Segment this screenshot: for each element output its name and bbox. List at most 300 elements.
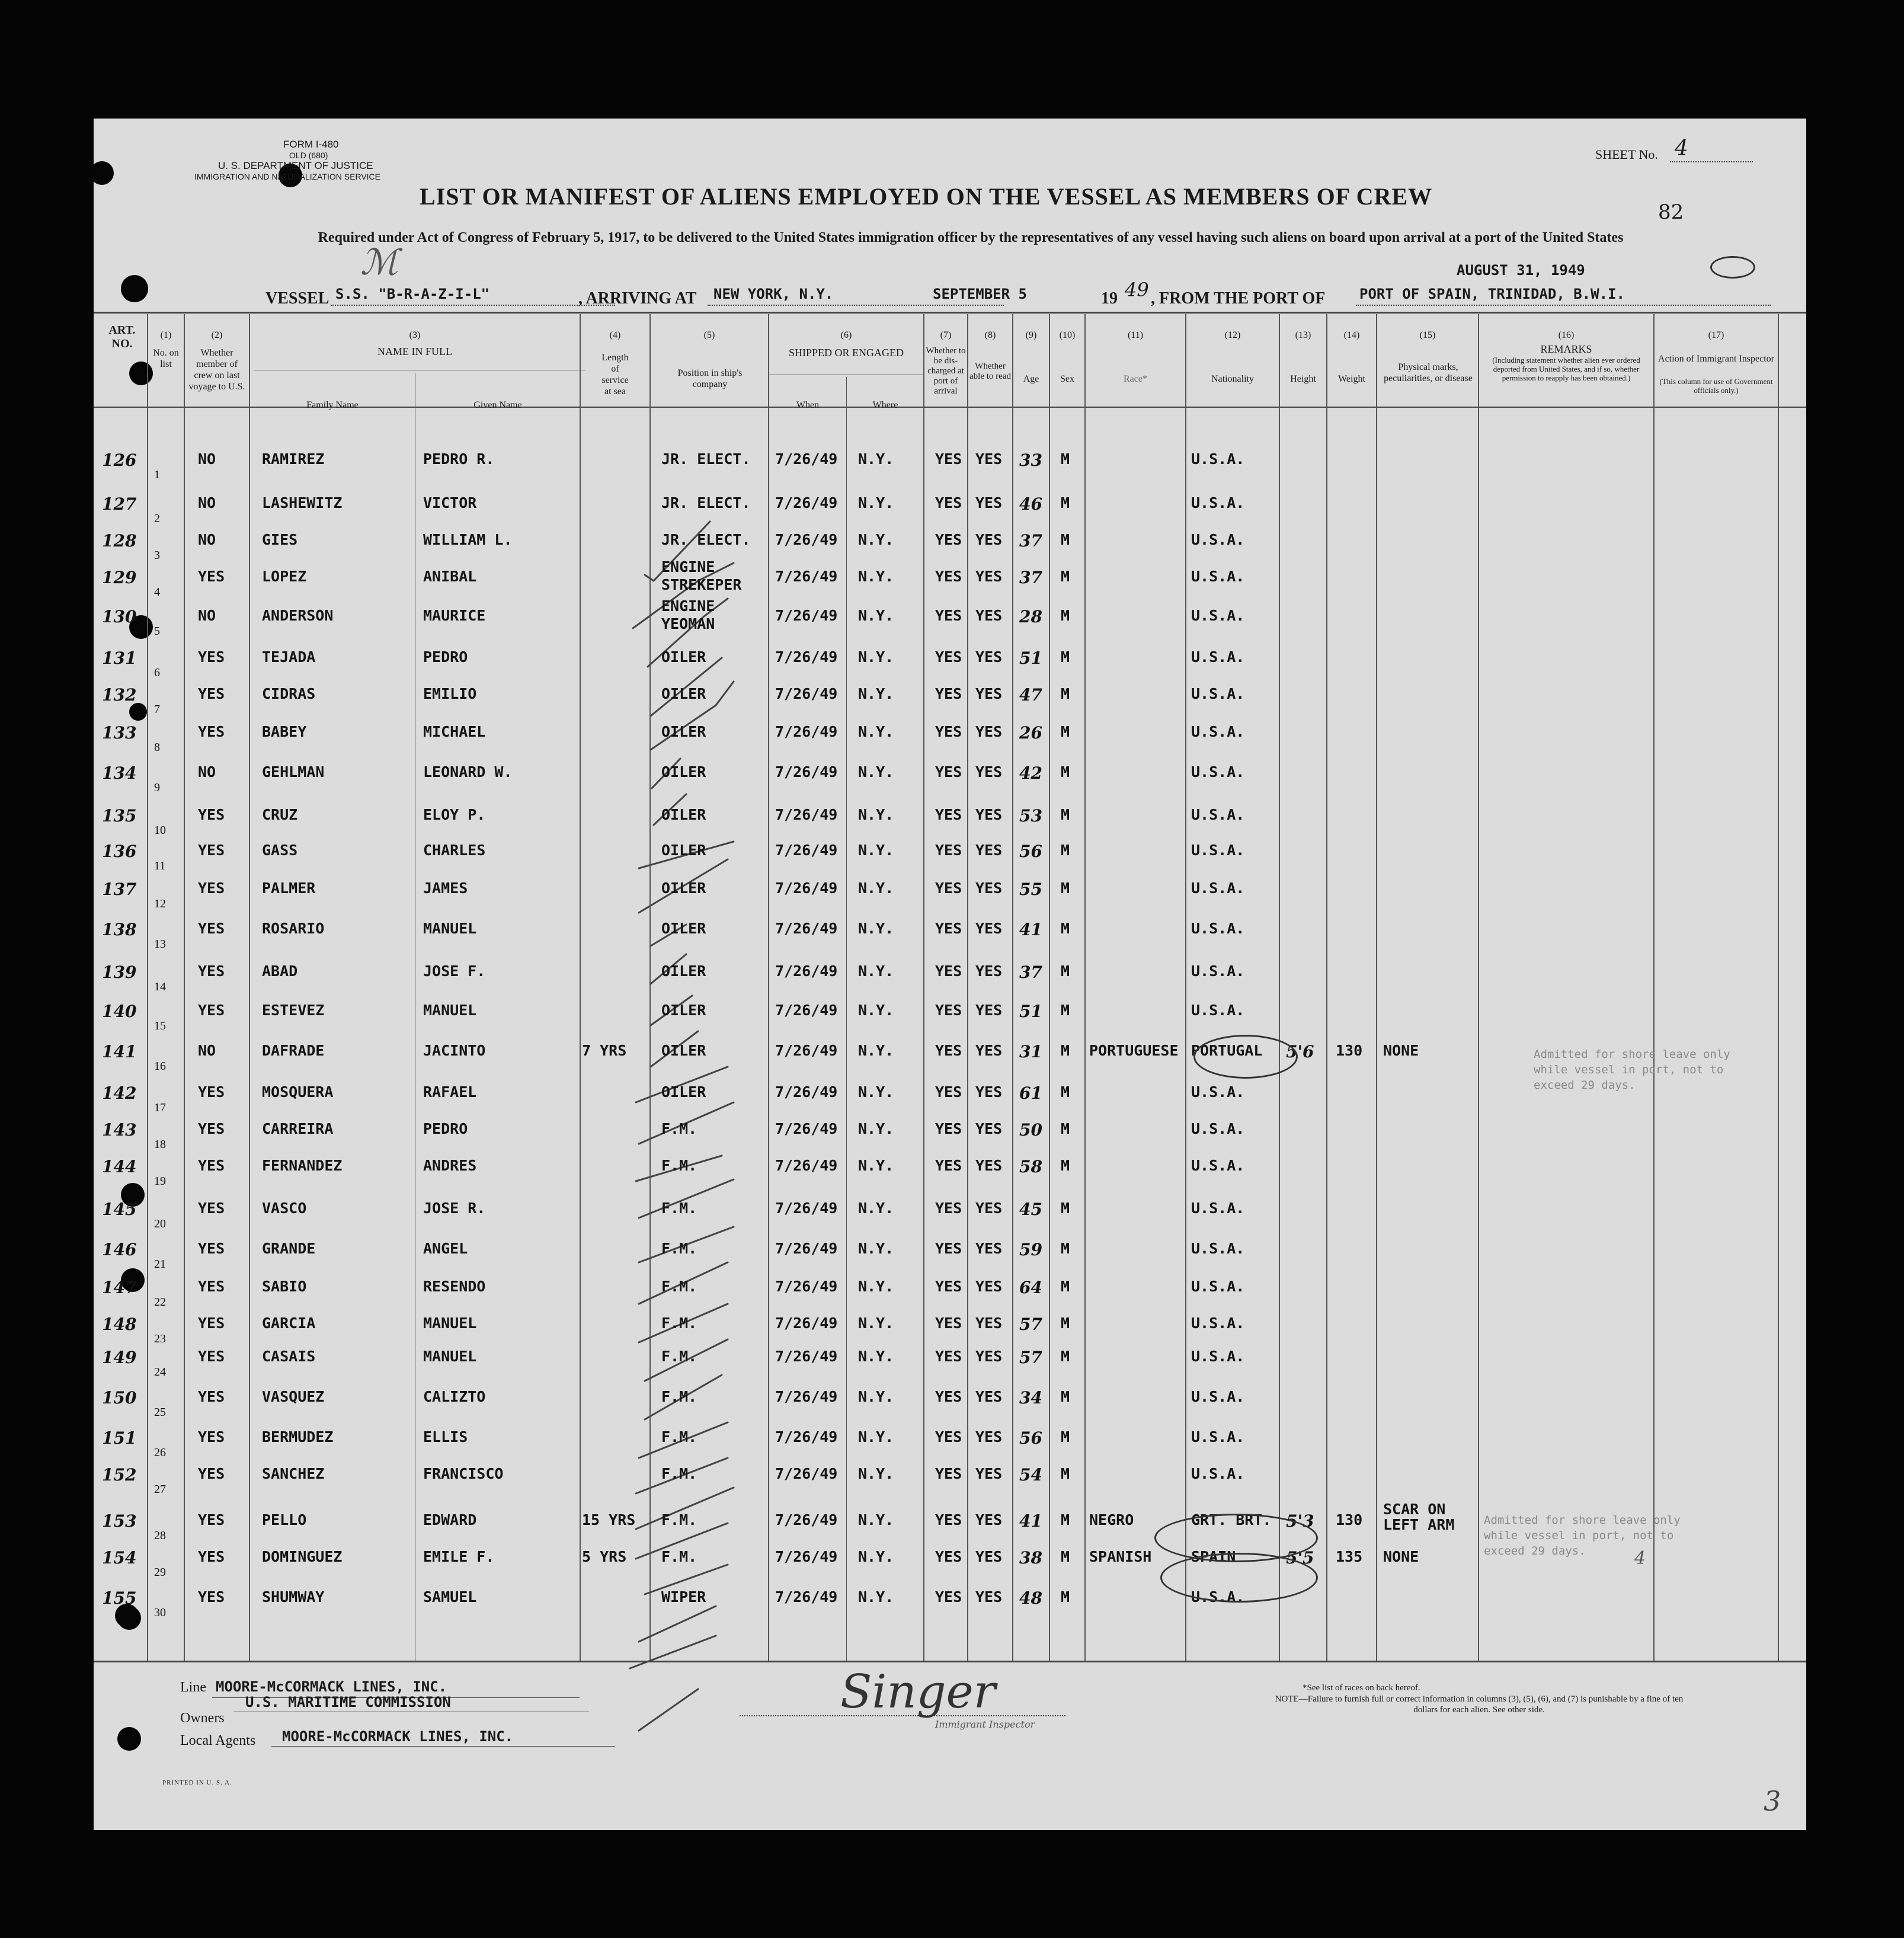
- col3-number: (3): [409, 330, 421, 340]
- row-21-read: YES: [975, 1240, 1003, 1257]
- row-16-position: OILER: [661, 1042, 706, 1059]
- row-10-given: ELOY P.: [423, 806, 486, 823]
- agents-underline: [271, 1746, 615, 1747]
- row-4-where: N.Y.: [858, 568, 894, 585]
- row-9-given: LEONARD W.: [423, 763, 513, 781]
- row-12-no: 12: [154, 897, 166, 910]
- col-rule: [768, 314, 769, 1661]
- row-24-nat: U.S.A.: [1191, 1348, 1245, 1365]
- row-6-given: PEDRO: [423, 648, 468, 666]
- row-19-sex: M: [1061, 1157, 1070, 1174]
- row-23-read: YES: [975, 1315, 1003, 1332]
- row-8-art: 133: [102, 723, 137, 743]
- row-23-no: 23: [154, 1332, 166, 1345]
- row-3-sex: M: [1061, 531, 1070, 548]
- arriving-underline: [708, 305, 1004, 306]
- row-15-age: 51: [1019, 1002, 1042, 1021]
- row-11-family: GASS: [262, 842, 298, 859]
- col17-subheader: (This column for use of Government officials only.): [1659, 377, 1773, 395]
- row-11-read: YES: [975, 842, 1003, 859]
- row-19-age: 58: [1019, 1157, 1042, 1176]
- row-18-given: PEDRO: [423, 1120, 468, 1137]
- row-26-last: YES: [198, 1428, 225, 1445]
- col15-number: (15): [1419, 330, 1436, 340]
- row-3-read: YES: [975, 531, 1003, 548]
- row-17-sex: M: [1061, 1083, 1070, 1101]
- col6-number: (6): [840, 330, 852, 340]
- row-12-when: 7/26/49: [775, 880, 838, 897]
- row-15-nat: U.S.A.: [1191, 1002, 1245, 1019]
- row-28-marks: SCAR ON: [1383, 1501, 1446, 1518]
- row-30-read: YES: [975, 1588, 1003, 1606]
- row-4-no: 4: [154, 586, 160, 599]
- row-20-art: 145: [102, 1200, 137, 1219]
- col-rule: [846, 377, 847, 1661]
- row-29-last: YES: [198, 1548, 225, 1565]
- row-19-last: YES: [198, 1157, 225, 1174]
- row-19-where: N.Y.: [858, 1157, 894, 1174]
- col12-header: Nationality: [1211, 374, 1254, 384]
- row-21-age: 59: [1019, 1240, 1042, 1259]
- row-14-sex: M: [1061, 962, 1070, 980]
- row-9-sex: M: [1061, 763, 1070, 781]
- row-2-read: YES: [975, 494, 1003, 511]
- row-10-no: 10: [154, 824, 166, 837]
- col-rule: [967, 314, 968, 1661]
- row-26-nat: U.S.A.: [1191, 1428, 1245, 1445]
- row-28-family: PELLO: [262, 1511, 307, 1528]
- row-27-sex: M: [1061, 1465, 1070, 1482]
- row-9-last: NO: [198, 763, 216, 781]
- row-16-given: JACINTO: [423, 1042, 486, 1059]
- row-3-position: JR. ELECT.: [661, 531, 751, 548]
- col3-family-header: Family Name: [306, 400, 359, 410]
- row-7-nat: U.S.A.: [1191, 685, 1245, 702]
- row-16-where: N.Y.: [858, 1042, 894, 1059]
- row-17-where: N.Y.: [858, 1083, 894, 1101]
- row-10-where: N.Y.: [858, 806, 894, 823]
- row-6-when: 7/26/49: [775, 648, 838, 666]
- row-19-read: YES: [975, 1157, 1003, 1174]
- vessel-underline: [331, 305, 615, 306]
- col7-number: (7): [940, 330, 952, 340]
- row-28-sex: M: [1061, 1511, 1070, 1528]
- circle-mark: [1160, 1553, 1318, 1603]
- row-4-family: LOPEZ: [262, 568, 307, 585]
- row-2-age: 46: [1019, 494, 1042, 514]
- remark-hand-mark: 4: [1634, 1548, 1646, 1569]
- row-28-race: NEGRO: [1089, 1511, 1134, 1528]
- row-12-where: N.Y.: [858, 880, 894, 897]
- row-22-art: 147: [102, 1278, 137, 1297]
- row-4-position-line2: STREKEPER: [661, 576, 742, 593]
- sheet-number: 4: [1675, 136, 1688, 161]
- col11-header: Race*: [1124, 374, 1147, 384]
- row-21-where: N.Y.: [858, 1240, 894, 1257]
- row-22-disch: YES: [935, 1278, 962, 1295]
- row-18-read: YES: [975, 1120, 1003, 1137]
- row-26-family: BERMUDEZ: [262, 1428, 334, 1445]
- row-1-nat: U.S.A.: [1191, 450, 1245, 468]
- row-30-sex: M: [1061, 1588, 1070, 1606]
- row-24-where: N.Y.: [858, 1348, 894, 1365]
- row-12-nat: U.S.A.: [1191, 880, 1245, 897]
- row-8-family: BABEY: [262, 723, 307, 740]
- row-25-sex: M: [1061, 1388, 1070, 1405]
- row-23-given: MANUEL: [423, 1315, 477, 1332]
- row-24-family: CASAIS: [262, 1348, 316, 1365]
- punch-hole: [121, 275, 148, 302]
- row-30-age: 48: [1019, 1588, 1042, 1608]
- row-29-service: 5 YRS: [582, 1548, 627, 1565]
- row-8-position: OILER: [661, 723, 706, 740]
- row-27-nat: U.S.A.: [1191, 1465, 1245, 1482]
- row-29-race: SPANISH: [1089, 1548, 1152, 1565]
- row-23-last: YES: [198, 1315, 225, 1332]
- table-bottom-rule: [94, 1661, 1806, 1662]
- row-16-age: 31: [1019, 1042, 1042, 1061]
- department-name: U. S. DEPARTMENT OF JUSTICE: [218, 160, 373, 171]
- row-30-last: YES: [198, 1588, 225, 1606]
- row-13-given: MANUEL: [423, 920, 477, 937]
- row-2-when: 7/26/49: [775, 494, 838, 511]
- row-25-art: 150: [102, 1388, 137, 1408]
- row-5-read: YES: [975, 607, 1003, 624]
- row-22-age: 64: [1019, 1278, 1042, 1297]
- row-15-where: N.Y.: [858, 1002, 894, 1019]
- row-22-where: N.Y.: [858, 1278, 894, 1295]
- row-23-art: 148: [102, 1315, 137, 1334]
- row-25-no: 25: [154, 1406, 166, 1419]
- row-20-age: 45: [1019, 1200, 1042, 1219]
- row-29-sex: M: [1061, 1548, 1070, 1565]
- row-1-when: 7/26/49: [775, 450, 838, 468]
- row-18-when: 7/26/49: [775, 1120, 838, 1137]
- row-1-where: N.Y.: [858, 450, 894, 468]
- row-28-given: EDWARD: [423, 1511, 477, 1528]
- circle-mark: [1193, 1035, 1298, 1079]
- row-29-marks: NONE: [1383, 1548, 1419, 1565]
- row-15-family: ESTEVEZ: [262, 1002, 325, 1019]
- row-19-no: 19: [154, 1175, 166, 1188]
- sheet-number-label: SHEET No.: [1595, 147, 1658, 162]
- row-28-no: 28: [154, 1529, 166, 1542]
- row-26-disch: YES: [935, 1428, 962, 1445]
- col2-header: Whether member of crew on last voyage to U.S.: [188, 348, 245, 392]
- row-16-race: PORTUGUESE: [1089, 1042, 1179, 1059]
- row-15-last: YES: [198, 1002, 225, 1019]
- row-18-position: F.M.: [661, 1120, 697, 1137]
- row-16-weight: 130: [1336, 1042, 1363, 1059]
- col-rule: [1326, 314, 1327, 1661]
- col11-number: (11): [1127, 330, 1144, 340]
- row-9-art: 134: [102, 763, 137, 783]
- row-30-disch: YES: [935, 1588, 962, 1606]
- col-rule: [249, 314, 250, 1661]
- remarks-row-28-line3: exceed 29 days.: [1484, 1544, 1586, 1558]
- row-2-no: 2: [154, 512, 160, 525]
- row-20-sex: M: [1061, 1200, 1070, 1217]
- manifest-sheet: [94, 119, 1806, 1830]
- row-17-age: 61: [1019, 1083, 1042, 1103]
- row-9-disch: YES: [935, 763, 962, 781]
- from-port: PORT OF SPAIN, TRINIDAD, B.W.I.: [1359, 286, 1625, 302]
- row-28-nat: GRT. BRT.: [1191, 1511, 1272, 1528]
- row-11-where: N.Y.: [858, 842, 894, 859]
- row-6-last: YES: [198, 648, 225, 666]
- row-11-disch: YES: [935, 842, 962, 859]
- row-14-family: ABAD: [262, 962, 298, 980]
- punch-hole: [117, 1727, 141, 1751]
- row-30-art: 155: [102, 1588, 137, 1608]
- row-13-read: YES: [975, 920, 1003, 937]
- row-7-no: 7: [154, 703, 160, 716]
- row-16-art: 141: [102, 1042, 137, 1061]
- row-7-age: 47: [1019, 685, 1042, 705]
- row-21-nat: U.S.A.: [1191, 1240, 1245, 1257]
- col13-number: (13): [1295, 330, 1311, 340]
- row-12-family: PALMER: [262, 880, 316, 897]
- row-29-where: N.Y.: [858, 1548, 894, 1565]
- row-18-nat: U.S.A.: [1191, 1120, 1245, 1137]
- row-25-given: CALIZTO: [423, 1388, 486, 1405]
- col17-header: Action of Immigrant Inspector: [1658, 354, 1774, 364]
- row-17-position: OILER: [661, 1083, 706, 1101]
- agents-label: Local Agents: [180, 1733, 256, 1748]
- row-7-sex: M: [1061, 685, 1070, 702]
- row-21-when: 7/26/49: [775, 1240, 838, 1257]
- remarks-row-28-line2: while vessel in port, not to: [1484, 1529, 1674, 1542]
- row-20-last: YES: [198, 1200, 225, 1217]
- row-9-read: YES: [975, 763, 1003, 781]
- vessel-label: VESSEL: [265, 289, 329, 308]
- col-rule: [184, 314, 185, 1661]
- col8-header: Whether able to read: [969, 362, 1011, 381]
- arrival-date: SEPTEMBER 5: [933, 286, 1027, 302]
- row-20-when: 7/26/49: [775, 1200, 838, 1217]
- row-7-family: CIDRAS: [262, 685, 316, 702]
- row-7-given: EMILIO: [423, 685, 477, 702]
- row-21-position: F.M.: [661, 1240, 697, 1257]
- col13-header: Height: [1290, 374, 1316, 384]
- row-7-art: 132: [102, 685, 137, 705]
- row-22-read: YES: [975, 1278, 1003, 1295]
- row-15-art: 140: [102, 1002, 137, 1021]
- row-5-when: 7/26/49: [775, 607, 838, 624]
- row-15-read: YES: [975, 1002, 1003, 1019]
- row-13-family: ROSARIO: [262, 920, 325, 937]
- row-1-last: NO: [198, 450, 216, 468]
- row-25-age: 34: [1019, 1388, 1042, 1408]
- row-29-age: 38: [1019, 1548, 1042, 1568]
- form-number: FORM I-480: [283, 139, 339, 150]
- row-10-nat: U.S.A.: [1191, 806, 1245, 823]
- col6-where-header: Where: [872, 400, 898, 410]
- row-14-nat: U.S.A.: [1191, 962, 1245, 980]
- table-top-rule: [94, 312, 1806, 314]
- row-12-position: OILER: [661, 880, 706, 897]
- row-11-when: 7/26/49: [775, 842, 838, 859]
- row-17-when: 7/26/49: [775, 1083, 838, 1101]
- act-subtitle: Required under Act of Congress of February 5, 1917, to be delivered to the United States immigration officer by the representatives of any vessel having such aliens on board upon arrival at a port of the United States: [318, 230, 1624, 245]
- row-6-position: OILER: [661, 648, 706, 666]
- row-27-disch: YES: [935, 1465, 962, 1482]
- row-11-nat: U.S.A.: [1191, 842, 1245, 859]
- row-8-read: YES: [975, 723, 1003, 740]
- row-19-nat: U.S.A.: [1191, 1157, 1245, 1174]
- row-1-art: 126: [102, 450, 137, 470]
- row-4-art: 129: [102, 568, 137, 587]
- row-8-given: MICHAEL: [423, 723, 486, 740]
- row-1-position: JR. ELECT.: [661, 450, 751, 468]
- row-17-last: YES: [198, 1083, 225, 1101]
- row-14-age: 37: [1019, 962, 1042, 982]
- row-3-where: N.Y.: [858, 531, 894, 548]
- row-7-position: OILER: [661, 685, 706, 702]
- col1-number: (1): [160, 330, 172, 340]
- row-28-marks-line2: LEFT ARM: [1383, 1516, 1455, 1533]
- row-16-no: 16: [154, 1060, 166, 1073]
- row-21-sex: M: [1061, 1240, 1070, 1257]
- row-20-given: JOSE R.: [423, 1200, 486, 1217]
- row-3-age: 37: [1019, 531, 1042, 551]
- row-23-nat: U.S.A.: [1191, 1315, 1245, 1332]
- col10-header: Sex: [1060, 374, 1074, 384]
- row-25-family: VASQUEZ: [262, 1388, 325, 1405]
- row-20-nat: U.S.A.: [1191, 1200, 1245, 1217]
- row-9-where: N.Y.: [858, 763, 894, 781]
- row-14-no: 14: [154, 980, 166, 993]
- col-rule: [923, 314, 924, 1661]
- row-20-read: YES: [975, 1200, 1003, 1217]
- row-16-service: 7 YRS: [582, 1042, 627, 1059]
- row-29-when: 7/26/49: [775, 1548, 838, 1565]
- row-2-sex: M: [1061, 494, 1070, 511]
- row-13-when: 7/26/49: [775, 920, 838, 937]
- row-10-read: YES: [975, 806, 1003, 823]
- row-8-disch: YES: [935, 723, 962, 740]
- row-20-family: VASCO: [262, 1200, 307, 1217]
- row-6-where: N.Y.: [858, 648, 894, 666]
- row-14-last: YES: [198, 962, 225, 980]
- row-14-where: N.Y.: [858, 962, 894, 980]
- row-10-when: 7/26/49: [775, 806, 838, 823]
- col16-number: (16): [1558, 330, 1575, 340]
- row-1-sex: M: [1061, 450, 1070, 468]
- punch-hole: [129, 362, 153, 385]
- row-11-given: CHARLES: [423, 842, 486, 859]
- row-24-given: MANUEL: [423, 1348, 477, 1365]
- row-19-given: ANDRES: [423, 1157, 477, 1174]
- row-19-position: F.M.: [661, 1157, 697, 1174]
- row-30-when: 7/26/49: [775, 1588, 838, 1606]
- row-25-when: 7/26/49: [775, 1388, 838, 1405]
- penalty-note: NOTE—Failure to furnish full or correct information in columns (3), (5), (6), and (7) is punishable by a fine of ten dollars for each alien. See other side.: [1275, 1694, 1684, 1715]
- row-12-disch: YES: [935, 880, 962, 897]
- row-16-height: 5'6: [1286, 1042, 1314, 1061]
- row-21-art: 146: [102, 1240, 137, 1259]
- row-18-family: CARREIRA: [262, 1120, 334, 1137]
- row-7-read: YES: [975, 685, 1003, 702]
- row-22-family: SABIO: [262, 1278, 307, 1295]
- row-6-nat: U.S.A.: [1191, 648, 1245, 666]
- row-8-where: N.Y.: [858, 723, 894, 740]
- row-26-no: 26: [154, 1446, 166, 1459]
- row-1-disch: YES: [935, 450, 962, 468]
- row-2-nat: U.S.A.: [1191, 494, 1245, 511]
- row-27-age: 54: [1019, 1465, 1042, 1485]
- row-13-no: 13: [154, 938, 166, 951]
- row-21-disch: YES: [935, 1240, 962, 1257]
- row-17-disch: YES: [935, 1083, 962, 1101]
- row-26-art: 151: [102, 1428, 137, 1448]
- row-18-age: 50: [1019, 1120, 1042, 1140]
- row-1-read: YES: [975, 450, 1003, 468]
- row-13-where: N.Y.: [858, 920, 894, 937]
- owners-label: Owners: [180, 1710, 225, 1726]
- row-8-last: YES: [198, 723, 225, 740]
- row-29-read: YES: [975, 1548, 1003, 1565]
- row-30-nat: U.S.A.: [1191, 1588, 1245, 1606]
- row-26-age: 56: [1019, 1428, 1042, 1448]
- row-30-where: N.Y.: [858, 1588, 894, 1606]
- row-19-family: FERNANDEZ: [262, 1157, 343, 1174]
- row-13-last: YES: [198, 920, 225, 937]
- row-7-disch: YES: [935, 685, 962, 702]
- row-5-where: N.Y.: [858, 607, 894, 624]
- row-8-no: 8: [154, 741, 160, 754]
- col4-header: Length of service at sea: [601, 353, 629, 396]
- row-15-no: 15: [154, 1019, 166, 1032]
- row-13-age: 41: [1019, 920, 1042, 939]
- row-30-family: SHUMWAY: [262, 1588, 325, 1606]
- row-29-height: 5'5: [1286, 1548, 1314, 1568]
- col7-header: Whether to be dis-charged at port of arrival: [926, 346, 966, 396]
- row-2-position: JR. ELECT.: [661, 494, 751, 511]
- row-2-given: VICTOR: [423, 494, 477, 511]
- row-14-given: JOSE F.: [423, 962, 486, 980]
- row-25-nat: U.S.A.: [1191, 1388, 1245, 1405]
- row-14-disch: YES: [935, 962, 962, 980]
- row-16-family: DAFRADE: [262, 1042, 325, 1059]
- row-6-no: 6: [154, 666, 160, 679]
- row-9-when: 7/26/49: [775, 763, 838, 781]
- row-20-no: 20: [154, 1217, 166, 1230]
- row-10-age: 53: [1019, 806, 1042, 826]
- row-12-given: JAMES: [423, 880, 468, 897]
- row-17-family: MOSQUERA: [262, 1083, 334, 1101]
- col5-number: (5): [703, 330, 715, 340]
- col4-number: (4): [609, 330, 621, 340]
- row-10-position: OILER: [661, 806, 706, 823]
- row-15-when: 7/26/49: [775, 1002, 838, 1019]
- row-19-art: 144: [102, 1157, 137, 1176]
- row-5-sex: M: [1061, 607, 1070, 624]
- punch-hole: [117, 1606, 141, 1630]
- inspector-signature: Singer: [840, 1665, 996, 1719]
- col9-header: Age: [1023, 374, 1039, 384]
- row-29-weight: 135: [1336, 1548, 1363, 1565]
- row-23-age: 57: [1019, 1315, 1042, 1334]
- row-15-position: OILER: [661, 1002, 706, 1019]
- row-24-read: YES: [975, 1348, 1003, 1365]
- row-29-given: EMILE F.: [423, 1548, 495, 1565]
- row-20-disch: YES: [935, 1200, 962, 1217]
- remarks-row-16-line3: exceed 29 days.: [1534, 1079, 1636, 1092]
- corner-mark: 3: [1764, 1785, 1781, 1817]
- row-2-family: LASHEWITZ: [262, 494, 343, 511]
- row-6-sex: M: [1061, 648, 1070, 666]
